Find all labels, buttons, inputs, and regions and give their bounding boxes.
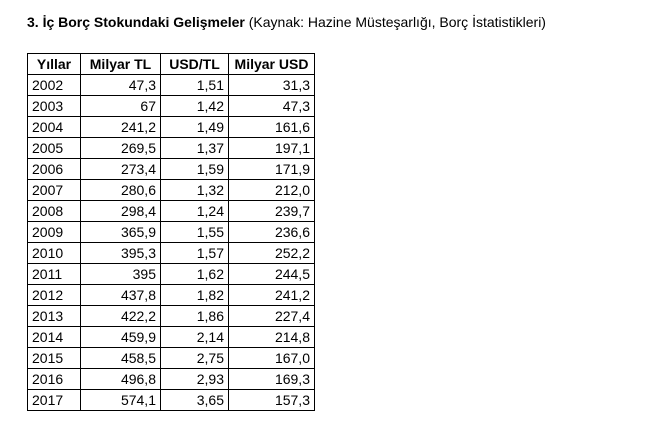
cell-year: 2016 xyxy=(28,369,81,390)
domestic-debt-table xyxy=(27,53,315,411)
cell-billion-tl: 273,4 xyxy=(81,159,161,180)
cell-billion-usd: 212,0 xyxy=(229,180,315,201)
cell-billion-usd: 167,0 xyxy=(229,348,315,369)
cell-usd-tl: 3,65 xyxy=(161,390,229,411)
cell-year: 2008 xyxy=(28,201,81,222)
cell-year: 2003 xyxy=(28,96,81,117)
cell-usd-tl: 1,55 xyxy=(161,222,229,243)
cell-usd-tl: 1,82 xyxy=(161,285,229,306)
cell-usd-tl: 1,51 xyxy=(161,75,229,96)
table-row xyxy=(28,264,315,285)
cell-usd-tl: 1,62 xyxy=(161,264,229,285)
column-header-usd-tl: USD/TL xyxy=(161,54,229,75)
cell-billion-tl: 496,8 xyxy=(81,369,161,390)
cell-year: 2009 xyxy=(28,222,81,243)
table-row xyxy=(28,369,315,390)
cell-billion-tl: 459,9 xyxy=(81,327,161,348)
cell-billion-usd: 47,3 xyxy=(229,96,315,117)
cell-usd-tl: 1,37 xyxy=(161,138,229,159)
cell-billion-tl: 422,2 xyxy=(81,306,161,327)
cell-billion-usd: 239,7 xyxy=(229,201,315,222)
table-row xyxy=(28,96,315,117)
cell-year: 2005 xyxy=(28,138,81,159)
table-row xyxy=(28,285,315,306)
cell-billion-tl: 458,5 xyxy=(81,348,161,369)
cell-year: 2017 xyxy=(28,390,81,411)
cell-billion-tl: 280,6 xyxy=(81,180,161,201)
heading-title: 3. İç Borç Stokundaki Gelişmeler xyxy=(27,14,245,30)
table-row xyxy=(28,117,315,138)
cell-billion-usd: 252,2 xyxy=(229,243,315,264)
table-row xyxy=(28,222,315,243)
table-row xyxy=(28,348,315,369)
column-header-billion-tl: Milyar TL xyxy=(81,54,161,75)
cell-billion-tl: 298,4 xyxy=(81,201,161,222)
cell-billion-usd: 214,8 xyxy=(229,327,315,348)
cell-year: 2002 xyxy=(28,75,81,96)
table-row xyxy=(28,243,315,264)
cell-billion-usd: 241,2 xyxy=(229,285,315,306)
cell-year: 2010 xyxy=(28,243,81,264)
cell-billion-usd: 227,4 xyxy=(229,306,315,327)
cell-billion-usd: 197,1 xyxy=(229,138,315,159)
cell-usd-tl: 1,86 xyxy=(161,306,229,327)
cell-usd-tl: 1,32 xyxy=(161,180,229,201)
heading-source: (Kaynak: Hazine Müsteşarlığı, Borç İstatistikleri) xyxy=(244,14,546,30)
table-row xyxy=(28,306,315,327)
cell-usd-tl: 1,59 xyxy=(161,159,229,180)
cell-billion-usd: 157,3 xyxy=(229,390,315,411)
table-row xyxy=(28,201,315,222)
cell-year: 2013 xyxy=(28,306,81,327)
cell-year: 2004 xyxy=(28,117,81,138)
cell-billion-tl: 241,2 xyxy=(81,117,161,138)
cell-usd-tl: 2,93 xyxy=(161,369,229,390)
table-row xyxy=(28,327,315,348)
cell-usd-tl: 1,57 xyxy=(161,243,229,264)
cell-billion-usd: 236,6 xyxy=(229,222,315,243)
document-heading xyxy=(27,13,546,31)
cell-year: 2006 xyxy=(28,159,81,180)
cell-usd-tl: 1,49 xyxy=(161,117,229,138)
cell-usd-tl: 2,14 xyxy=(161,327,229,348)
cell-year: 2014 xyxy=(28,327,81,348)
cell-year: 2007 xyxy=(28,180,81,201)
cell-billion-tl: 395 xyxy=(81,264,161,285)
cell-billion-usd: 161,6 xyxy=(229,117,315,138)
table-row xyxy=(28,159,315,180)
cell-billion-tl: 437,8 xyxy=(81,285,161,306)
column-header-billion-usd: Milyar USD xyxy=(229,54,315,75)
cell-billion-usd: 171,9 xyxy=(229,159,315,180)
cell-billion-tl: 47,3 xyxy=(81,75,161,96)
cell-billion-tl: 269,5 xyxy=(81,138,161,159)
table-row xyxy=(28,180,315,201)
table-row xyxy=(28,138,315,159)
table-row xyxy=(28,390,315,411)
cell-usd-tl: 1,24 xyxy=(161,201,229,222)
cell-billion-usd: 244,5 xyxy=(229,264,315,285)
cell-billion-usd: 31,3 xyxy=(229,75,315,96)
cell-year: 2012 xyxy=(28,285,81,306)
cell-usd-tl: 1,42 xyxy=(161,96,229,117)
cell-billion-tl: 574,1 xyxy=(81,390,161,411)
cell-billion-tl: 67 xyxy=(81,96,161,117)
column-header-years: Yıllar xyxy=(28,54,81,75)
cell-billion-tl: 395,3 xyxy=(81,243,161,264)
cell-usd-tl: 2,75 xyxy=(161,348,229,369)
table-row xyxy=(28,75,315,96)
cell-year: 2011 xyxy=(28,264,81,285)
cell-billion-tl: 365,9 xyxy=(81,222,161,243)
table-header-row xyxy=(28,54,315,75)
cell-billion-usd: 169,3 xyxy=(229,369,315,390)
table-body xyxy=(28,75,315,411)
cell-year: 2015 xyxy=(28,348,81,369)
